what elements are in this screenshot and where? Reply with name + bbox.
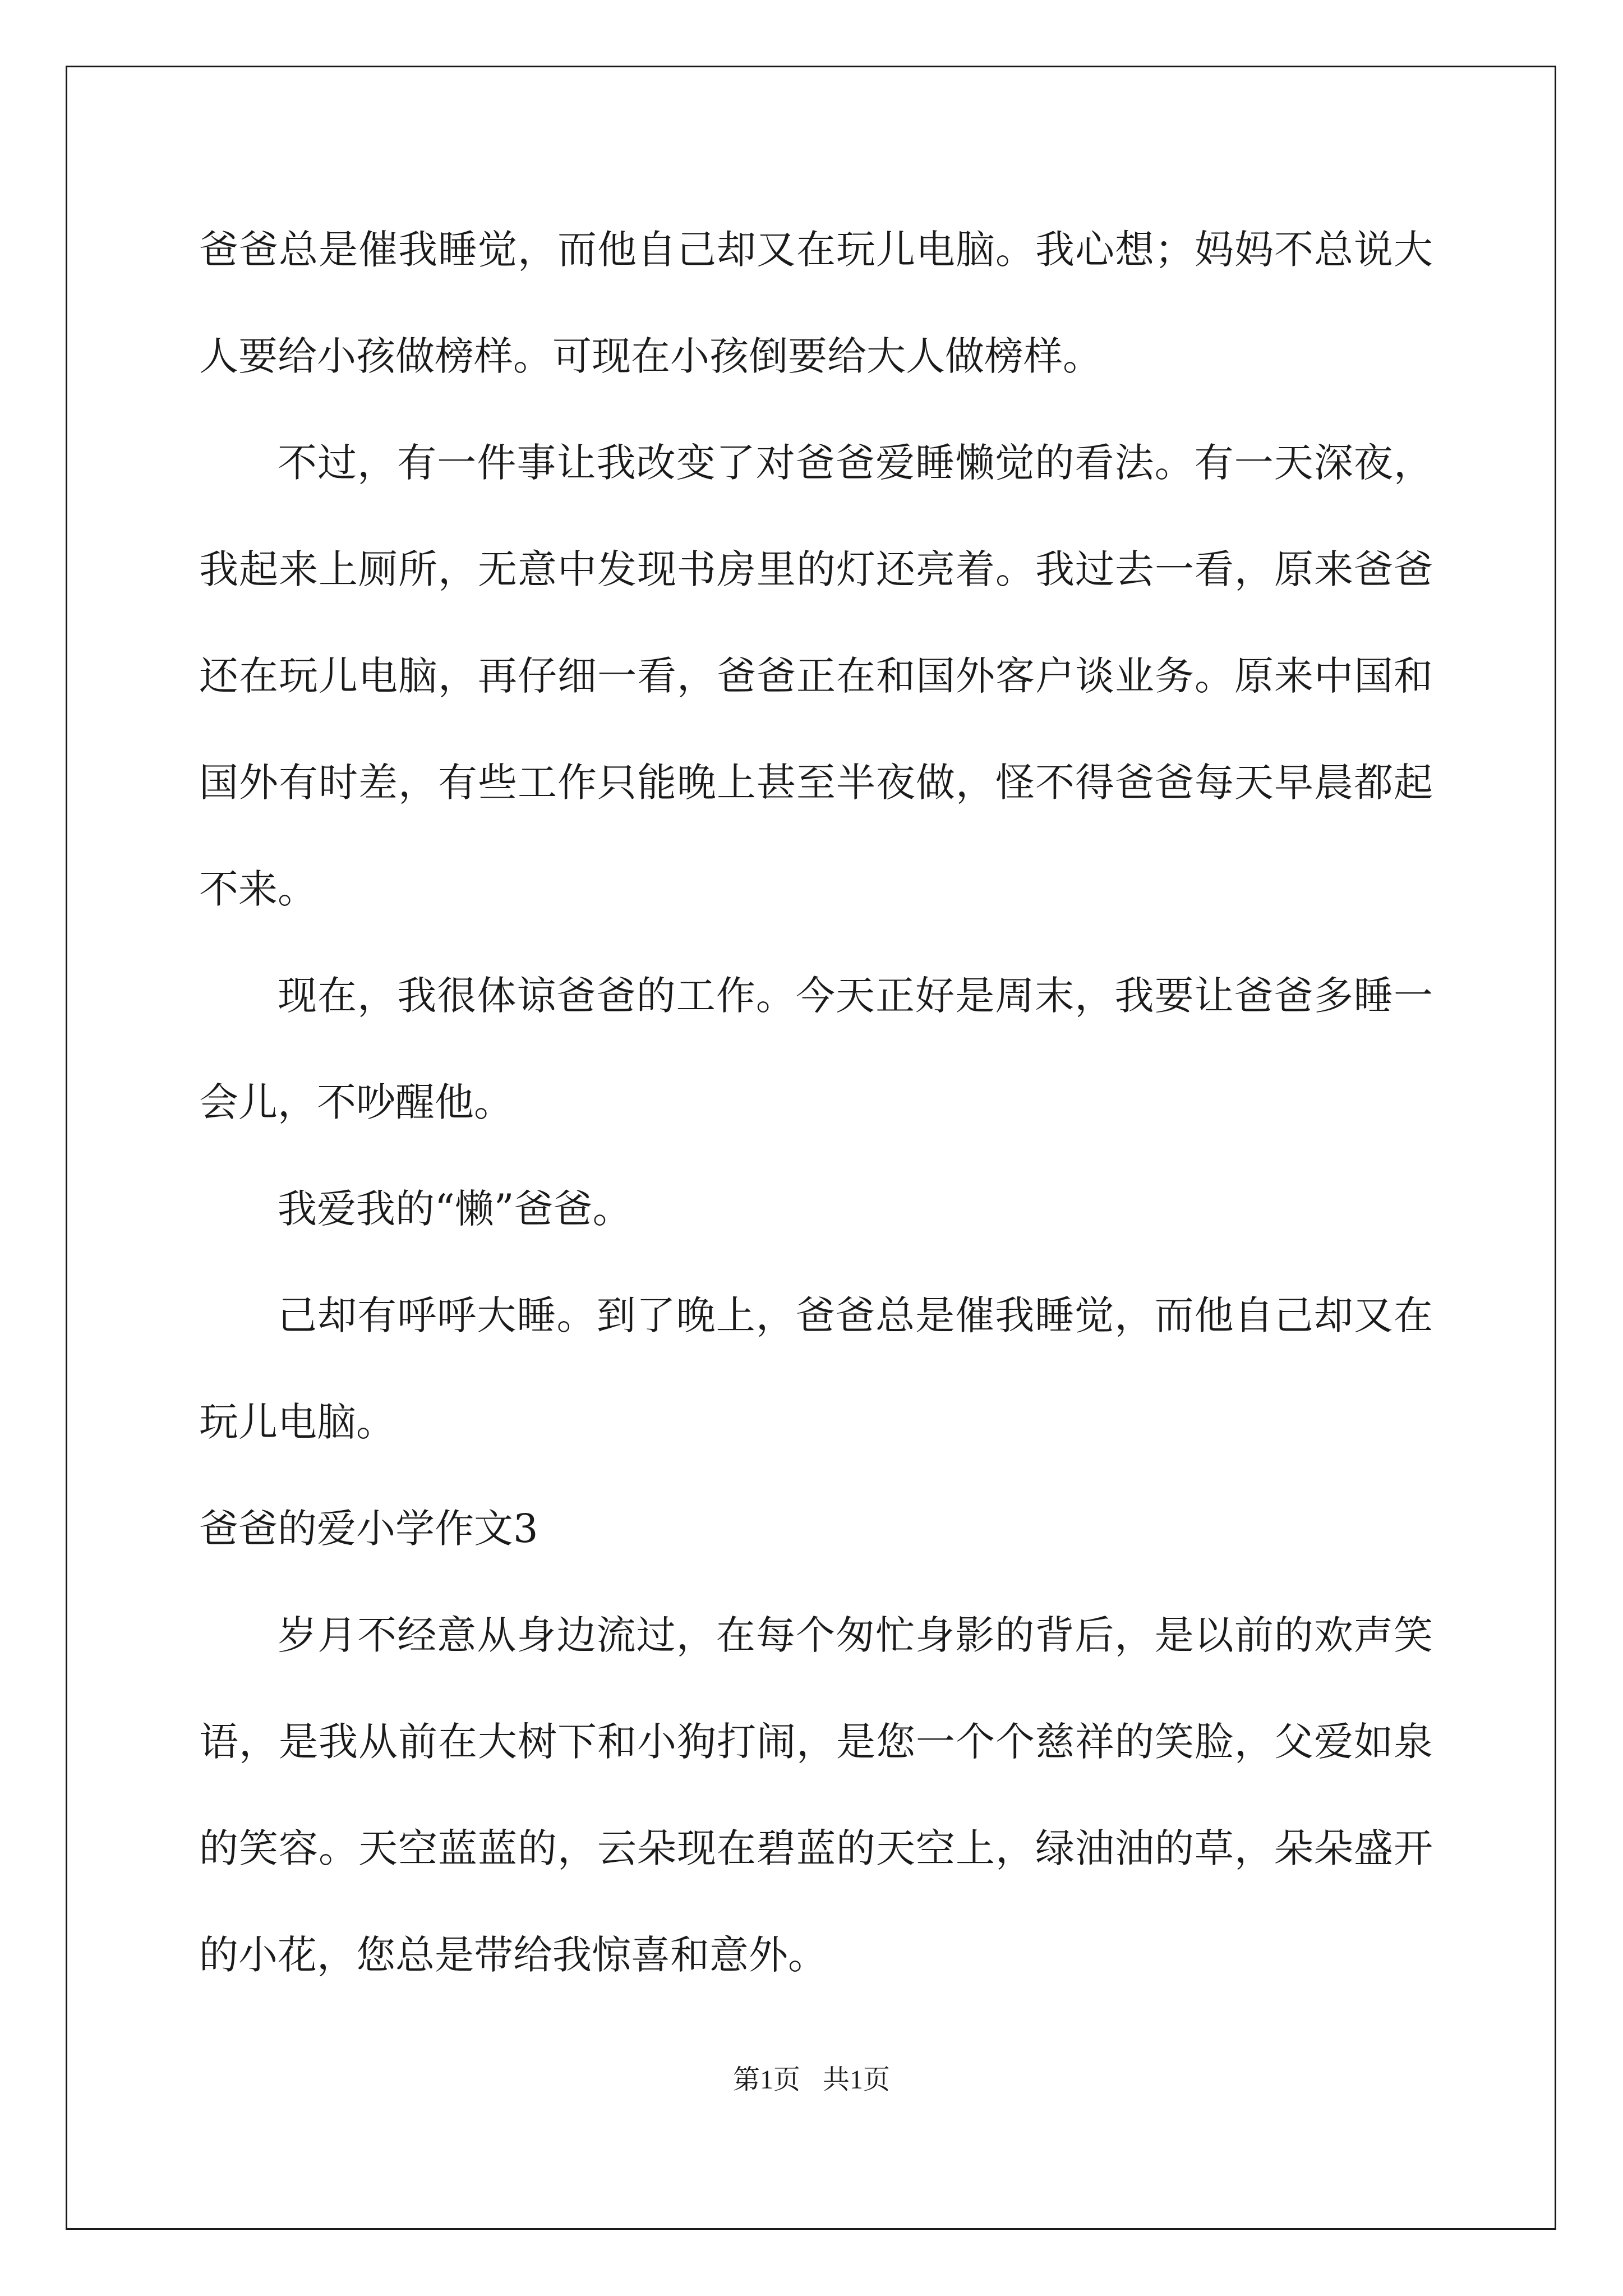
- paragraph-6: 岁月不经意从身边流过，在每个匆忙身影的背后，是以前的欢声笑语，是我从前在大树下和小狗打闹，是您一个个慈祥的笑脸，父爱如泉的笑容。天空蓝蓝的，云朵现在碧蓝的天空上，绿油油的草，朵朵盛开的小花，您总是带给我惊喜和意外。: [199, 1612, 1433, 1978]
- paragraph-2: 不过，有一件事让我改变了对爸爸爱睡懒觉的看法。有一天深夜，我起来上厕所，无意中发现书房里的灯还亮着。我过去一看，原来爸爸还在玩儿电脑，再仔细一看，爸爸正在和国外客户谈业务。原来中国和国外有时差，有些工作只能晚上甚至半夜做，怪不得爸爸每天早晨都起不来。: [199, 440, 1433, 912]
- paragraph-4: 我爱我的“懒”爸爸。: [278, 1186, 632, 1232]
- paragraph-3: 现在，我很体谅爸爸的工作。今天正好是周末，我要让爸爸多睡一会儿，不吵醒他。: [199, 973, 1433, 1125]
- page-number-total: 共1页: [823, 2065, 891, 2095]
- page-footer: [0, 2058, 1623, 2096]
- paragraph-5: 己却有呼呼大睡。到了晚上，爸爸总是催我睡觉，而他自己却又在玩儿电脑。: [199, 1292, 1433, 1445]
- paragraph-1: 爸爸总是催我睡觉，而他自己却又在玩儿电脑。我心想；妈妈不总说大人要给小孩做榜样。可现在小孩倒要给大人做榜样。: [199, 227, 1433, 379]
- section-heading: 爸爸的爱小学作文3: [199, 1506, 538, 1552]
- page-number-current: 第1页: [732, 2065, 800, 2095]
